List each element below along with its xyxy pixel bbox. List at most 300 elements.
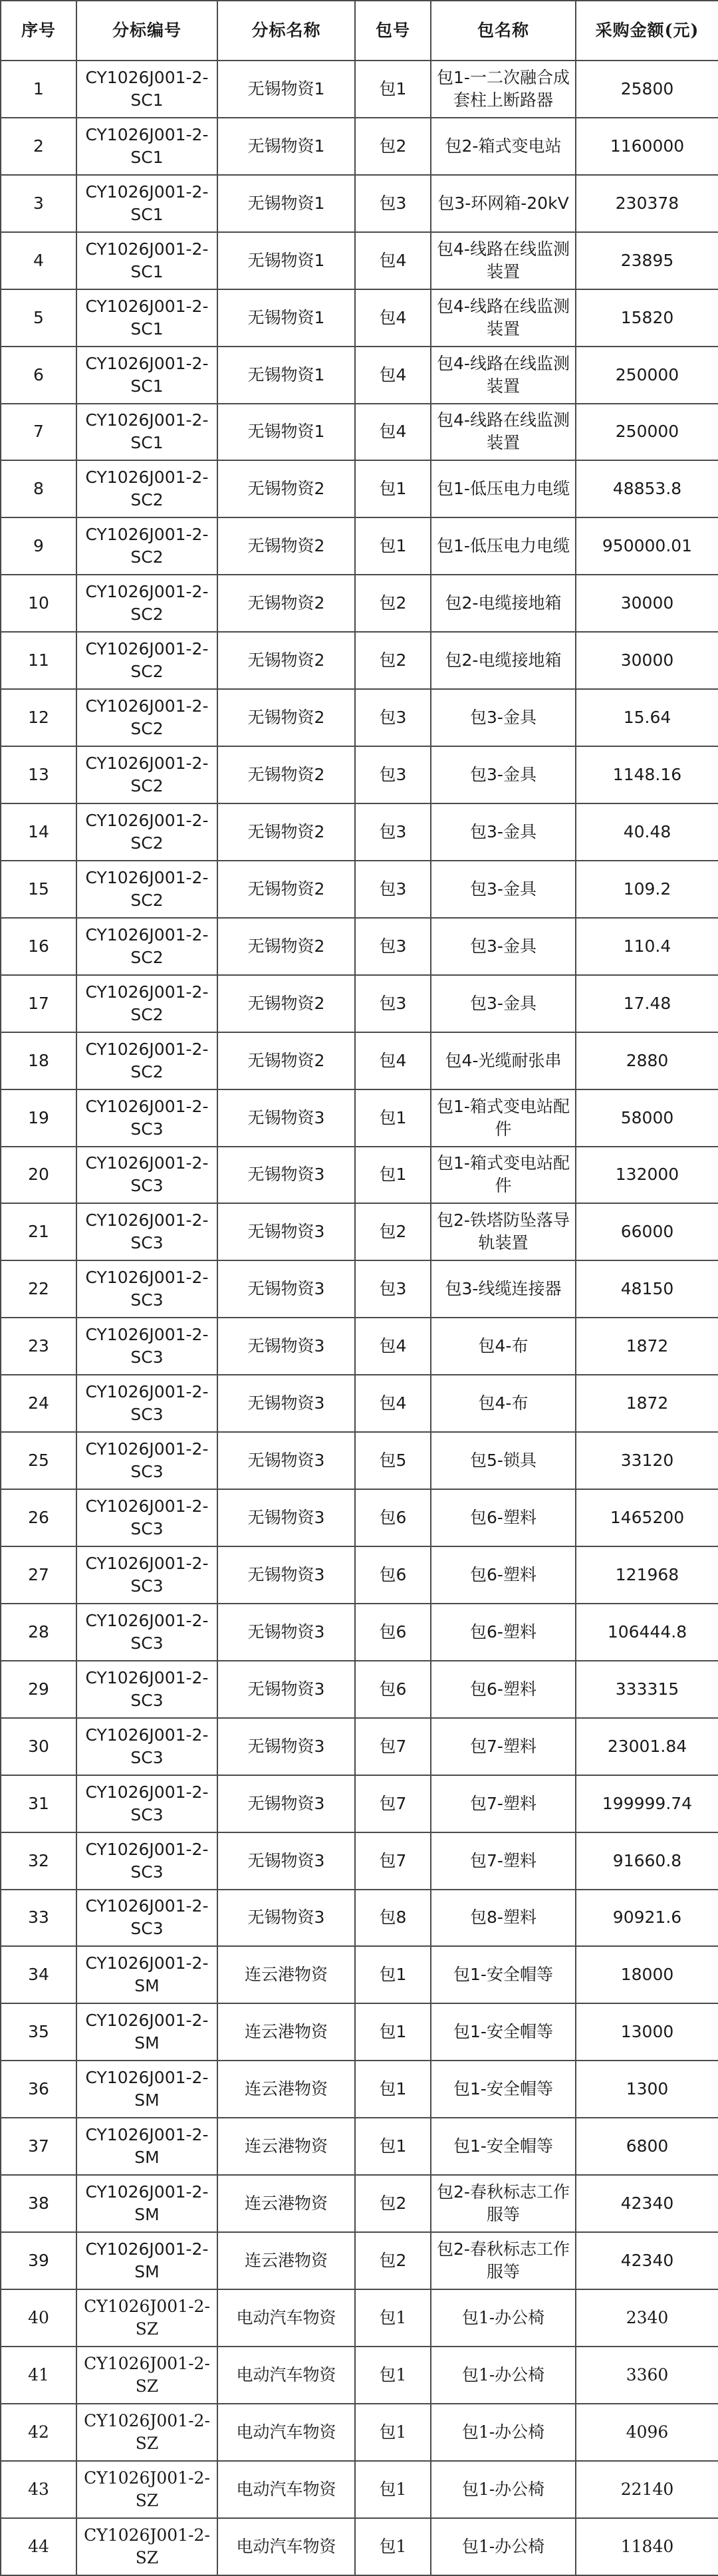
seq-cell: 19 [1, 1089, 76, 1147]
table-row [1, 861, 718, 918]
amount-cell: 25800 [576, 61, 718, 118]
lot-code-cell: CY1026J001-2-SC2 [76, 460, 217, 517]
lot-code-cell: CY1026J001-2-SC2 [76, 632, 217, 689]
table-row [1, 118, 718, 175]
package-name-cell: 包2-春秋标志工作服等 [431, 2175, 576, 2232]
package-name-cell: 包4-光缆耐张串 [431, 1032, 576, 1089]
package-no-cell: 包1 [355, 1147, 431, 1204]
lot-name-cell: 无锡物资2 [217, 918, 355, 975]
package-name-cell: 包1-办公椅 [431, 2518, 576, 2575]
lot-code-cell: CY1026J001-2-SC2 [76, 575, 217, 632]
seq-cell: 24 [1, 1375, 76, 1432]
package-no-cell: 包3 [355, 746, 431, 803]
lot-name-cell: 无锡物资1 [217, 118, 355, 175]
lot-code-cell: CY1026J001-2-SC2 [76, 975, 217, 1032]
package-no-cell: 包1 [355, 517, 431, 575]
package-name-cell: 包3-金具 [431, 746, 576, 803]
table-row [1, 517, 718, 575]
package-no-cell: 包4 [355, 289, 431, 347]
table-row [1, 347, 718, 404]
seq-cell: 3 [1, 175, 76, 232]
header-package-no: 包号 [355, 1, 431, 61]
table-row [1, 1832, 718, 1890]
table-row [1, 2404, 718, 2461]
lot-name-cell: 无锡物资1 [217, 175, 355, 232]
lot-code-cell: CY1026J001-2-SC3 [76, 1089, 217, 1147]
package-name-cell: 包3-金具 [431, 689, 576, 746]
lot-code-cell: CY1026J001-2-SC2 [76, 689, 217, 746]
lot-code-cell: CY1026J001-2-SC1 [76, 347, 217, 404]
seq-cell: 4 [1, 232, 76, 289]
lot-code-cell: CY1026J001-2-SC2 [76, 861, 217, 918]
table-row [1, 1489, 718, 1546]
seq-cell: 11 [1, 632, 76, 689]
seq-cell: 18 [1, 1032, 76, 1089]
package-no-cell: 包1 [355, 2061, 431, 2118]
lot-code-cell: CY1026J001-2-SC2 [76, 803, 217, 861]
seq-cell: 9 [1, 517, 76, 575]
lot-code-cell: CY1026J001-2-SC1 [76, 118, 217, 175]
lot-name-cell: 无锡物资3 [217, 1890, 355, 1947]
header-lot-name: 分标名称 [217, 1, 355, 61]
package-no-cell: 包1 [355, 2518, 431, 2575]
seq-cell: 25 [1, 1432, 76, 1489]
lot-code-cell: CY1026J001-2-SC3 [76, 1260, 217, 1318]
amount-cell: 42340 [576, 2175, 718, 2232]
amount-cell: 15.64 [576, 689, 718, 746]
lot-name-cell: 无锡物资2 [217, 460, 355, 517]
package-name-cell: 包2-铁塔防坠落导轨装置 [431, 1203, 576, 1260]
package-name-cell: 包1-低压电力电缆 [431, 460, 576, 517]
table-row [1, 1375, 718, 1432]
lot-name-cell: 无锡物资2 [217, 575, 355, 632]
amount-cell: 4096 [576, 2404, 718, 2461]
package-name-cell: 包1-一二次融合成套柱上断路器 [431, 61, 576, 118]
lot-name-cell: 无锡物资3 [217, 1089, 355, 1147]
lot-name-cell: 连云港物资 [217, 2061, 355, 2118]
lot-code-cell: CY1026J001-2-SC1 [76, 232, 217, 289]
lot-name-cell: 电动汽车物资 [217, 2289, 355, 2347]
amount-cell: 1872 [576, 1318, 718, 1375]
amount-cell: 13000 [576, 2003, 718, 2061]
seq-cell: 12 [1, 689, 76, 746]
table-row [1, 1147, 718, 1204]
lot-code-cell: CY1026J001-2-SC3 [76, 1432, 217, 1489]
package-name-cell: 包4-线路在线监测装置 [431, 404, 576, 461]
package-name-cell: 包4-布 [431, 1318, 576, 1375]
package-name-cell: 包7-塑料 [431, 1718, 576, 1775]
seq-cell: 16 [1, 918, 76, 975]
lot-name-cell: 无锡物资3 [217, 1318, 355, 1375]
table-row [1, 1775, 718, 1832]
lot-code-cell: CY1026J001-2-SC2 [76, 746, 217, 803]
package-name-cell: 包1-箱式变电站配件 [431, 1147, 576, 1204]
amount-cell: 1300 [576, 2061, 718, 2118]
lot-name-cell: 无锡物资3 [217, 1661, 355, 1718]
amount-cell: 1160000 [576, 118, 718, 175]
amount-cell: 30000 [576, 575, 718, 632]
lot-code-cell: CY1026J001-2-SC3 [76, 1203, 217, 1260]
lot-code-cell: CY1026J001-2-SZ [76, 2404, 217, 2461]
package-name-cell: 包6-塑料 [431, 1489, 576, 1546]
table-row [1, 289, 718, 347]
amount-cell: 950000.01 [576, 517, 718, 575]
lot-code-cell: CY1026J001-2-SM [76, 2003, 217, 2061]
amount-cell: 106444.8 [576, 1604, 718, 1661]
seq-cell: 21 [1, 1203, 76, 1260]
seq-cell: 42 [1, 2404, 76, 2461]
seq-cell: 15 [1, 861, 76, 918]
lot-code-cell: CY1026J001-2-SC3 [76, 1375, 217, 1432]
lot-name-cell: 电动汽车物资 [217, 2518, 355, 2575]
header-package-name: 包名称 [431, 1, 576, 61]
package-no-cell: 包3 [355, 1260, 431, 1318]
table-row [1, 61, 718, 118]
package-name-cell: 包2-电缆接地箱 [431, 575, 576, 632]
package-no-cell: 包1 [355, 2461, 431, 2518]
package-no-cell: 包6 [355, 1489, 431, 1546]
lot-name-cell: 无锡物资3 [217, 1832, 355, 1890]
lot-code-cell: CY1026J001-2-SC3 [76, 1489, 217, 1546]
seq-cell: 26 [1, 1489, 76, 1546]
lot-name-cell: 电动汽车物资 [217, 2461, 355, 2518]
package-no-cell: 包4 [355, 347, 431, 404]
package-no-cell: 包1 [355, 2347, 431, 2404]
package-no-cell: 包3 [355, 803, 431, 861]
lot-code-cell: CY1026J001-2-SC3 [76, 1661, 217, 1718]
table-row [1, 232, 718, 289]
package-name-cell: 包4-线路在线监测装置 [431, 347, 576, 404]
amount-cell: 6800 [576, 2118, 718, 2175]
package-name-cell: 包8-塑料 [431, 1890, 576, 1947]
lot-name-cell: 无锡物资1 [217, 61, 355, 118]
table-row [1, 1203, 718, 1260]
lot-code-cell: CY1026J001-2-SC1 [76, 404, 217, 461]
lot-name-cell: 无锡物资3 [217, 1604, 355, 1661]
amount-cell: 110.4 [576, 918, 718, 975]
seq-cell: 28 [1, 1604, 76, 1661]
lot-code-cell: CY1026J001-2-SC3 [76, 1318, 217, 1375]
seq-cell: 30 [1, 1718, 76, 1775]
lot-name-cell: 无锡物资3 [217, 1546, 355, 1604]
package-no-cell: 包2 [355, 575, 431, 632]
table-row [1, 1089, 718, 1147]
table-row [1, 1890, 718, 1947]
seq-cell: 10 [1, 575, 76, 632]
table-row [1, 2461, 718, 2518]
package-no-cell: 包7 [355, 1718, 431, 1775]
table-row [1, 2518, 718, 2575]
lot-code-cell: CY1026J001-2-SZ [76, 2461, 217, 2518]
package-name-cell: 包1-安全帽等 [431, 1946, 576, 2003]
lot-name-cell: 无锡物资3 [217, 1432, 355, 1489]
package-no-cell: 包1 [355, 2118, 431, 2175]
header-seq: 序号 [1, 1, 76, 61]
seq-cell: 7 [1, 404, 76, 461]
package-no-cell: 包1 [355, 2404, 431, 2461]
package-name-cell: 包3-金具 [431, 803, 576, 861]
package-no-cell: 包4 [355, 1318, 431, 1375]
table-row [1, 175, 718, 232]
seq-cell: 22 [1, 1260, 76, 1318]
package-name-cell: 包6-塑料 [431, 1546, 576, 1604]
lot-name-cell: 无锡物资2 [217, 1032, 355, 1089]
amount-cell: 15820 [576, 289, 718, 347]
lot-name-cell: 无锡物资3 [217, 1203, 355, 1260]
lot-code-cell: CY1026J001-2-SZ [76, 2347, 217, 2404]
seq-cell: 44 [1, 2518, 76, 2575]
amount-cell: 333315 [576, 1661, 718, 1718]
package-no-cell: 包1 [355, 2289, 431, 2347]
lot-code-cell: CY1026J001-2-SC3 [76, 1718, 217, 1775]
package-no-cell: 包2 [355, 2232, 431, 2289]
seq-cell: 36 [1, 2061, 76, 2118]
lot-code-cell: CY1026J001-2-SM [76, 1946, 217, 2003]
package-no-cell: 包7 [355, 1832, 431, 1890]
table-row [1, 1718, 718, 1775]
package-name-cell: 包5-锁具 [431, 1432, 576, 1489]
lot-code-cell: CY1026J001-2-SC3 [76, 1604, 217, 1661]
package-no-cell: 包2 [355, 632, 431, 689]
table-row [1, 1260, 718, 1318]
package-no-cell: 包4 [355, 1375, 431, 1432]
table-row [1, 575, 718, 632]
package-no-cell: 包6 [355, 1661, 431, 1718]
lot-name-cell: 电动汽车物资 [217, 2347, 355, 2404]
table-row [1, 803, 718, 861]
table-row [1, 1546, 718, 1604]
seq-cell: 17 [1, 975, 76, 1032]
package-name-cell: 包1-安全帽等 [431, 2003, 576, 2061]
package-no-cell: 包3 [355, 689, 431, 746]
table-row [1, 746, 718, 803]
lot-code-cell: CY1026J001-2-SC1 [76, 175, 217, 232]
package-no-cell: 包6 [355, 1604, 431, 1661]
amount-cell: 42340 [576, 2232, 718, 2289]
amount-cell: 90921.6 [576, 1890, 718, 1947]
package-name-cell: 包1-办公椅 [431, 2404, 576, 2461]
amount-cell: 2340 [576, 2289, 718, 2347]
table-row [1, 1661, 718, 1718]
package-name-cell: 包1-办公椅 [431, 2461, 576, 2518]
package-name-cell: 包3-环网箱-20kV [431, 175, 576, 232]
amount-cell: 48150 [576, 1260, 718, 1318]
amount-cell: 40.48 [576, 803, 718, 861]
lot-code-cell: CY1026J001-2-SC2 [76, 517, 217, 575]
lot-name-cell: 电动汽车物资 [217, 2404, 355, 2461]
lot-code-cell: CY1026J001-2-SZ [76, 2289, 217, 2347]
seq-cell: 41 [1, 2347, 76, 2404]
package-name-cell: 包2-电缆接地箱 [431, 632, 576, 689]
lot-code-cell: CY1026J001-2-SC1 [76, 61, 217, 118]
package-no-cell: 包3 [355, 861, 431, 918]
seq-cell: 37 [1, 2118, 76, 2175]
lot-code-cell: CY1026J001-2-SC2 [76, 918, 217, 975]
package-no-cell: 包1 [355, 1089, 431, 1147]
package-name-cell: 包1-箱式变电站配件 [431, 1089, 576, 1147]
amount-cell: 1872 [576, 1375, 718, 1432]
seq-cell: 38 [1, 2175, 76, 2232]
seq-cell: 34 [1, 1946, 76, 2003]
package-name-cell: 包7-塑料 [431, 1832, 576, 1890]
lot-code-cell: CY1026J001-2-SC3 [76, 1890, 217, 1947]
header-lot-code: 分标编号 [76, 1, 217, 61]
lot-name-cell: 无锡物资1 [217, 232, 355, 289]
amount-cell: 30000 [576, 632, 718, 689]
package-name-cell: 包7-塑料 [431, 1775, 576, 1832]
package-no-cell: 包1 [355, 460, 431, 517]
table-row [1, 689, 718, 746]
table-row [1, 1032, 718, 1089]
package-name-cell: 包2-春秋标志工作服等 [431, 2232, 576, 2289]
seq-cell: 33 [1, 1890, 76, 1947]
amount-cell: 22140 [576, 2461, 718, 2518]
package-no-cell: 包1 [355, 61, 431, 118]
seq-cell: 1 [1, 61, 76, 118]
lot-code-cell: CY1026J001-2-SZ [76, 2518, 217, 2575]
lot-code-cell: CY1026J001-2-SC3 [76, 1546, 217, 1604]
table-row [1, 918, 718, 975]
amount-cell: 23895 [576, 232, 718, 289]
table-row [1, 2003, 718, 2061]
package-name-cell: 包3-金具 [431, 861, 576, 918]
table-row [1, 1604, 718, 1661]
table-row [1, 1432, 718, 1489]
table-row [1, 1318, 718, 1375]
package-no-cell: 包1 [355, 1946, 431, 2003]
package-name-cell: 包3-线缆连接器 [431, 1260, 576, 1318]
lot-code-cell: CY1026J001-2-SC1 [76, 289, 217, 347]
package-no-cell: 包2 [355, 118, 431, 175]
package-no-cell: 包4 [355, 1032, 431, 1089]
lot-name-cell: 无锡物资2 [217, 861, 355, 918]
seq-cell: 29 [1, 1661, 76, 1718]
package-name-cell: 包6-塑料 [431, 1604, 576, 1661]
amount-cell: 199999.74 [576, 1775, 718, 1832]
package-no-cell: 包2 [355, 2175, 431, 2232]
lot-code-cell: CY1026J001-2-SM [76, 2232, 217, 2289]
package-no-cell: 包4 [355, 232, 431, 289]
seq-cell: 35 [1, 2003, 76, 2061]
lot-name-cell: 无锡物资2 [217, 803, 355, 861]
header-amount: 采购金额(元) [576, 1, 718, 61]
lot-code-cell: CY1026J001-2-SC3 [76, 1775, 217, 1832]
lot-name-cell: 无锡物资2 [217, 517, 355, 575]
package-no-cell: 包4 [355, 404, 431, 461]
amount-cell: 23001.84 [576, 1718, 718, 1775]
lot-name-cell: 连云港物资 [217, 2118, 355, 2175]
package-name-cell: 包1-低压电力电缆 [431, 517, 576, 575]
package-no-cell: 包7 [355, 1775, 431, 1832]
seq-cell: 20 [1, 1147, 76, 1204]
package-name-cell: 包4-线路在线监测装置 [431, 232, 576, 289]
package-name-cell: 包3-金具 [431, 975, 576, 1032]
seq-cell: 32 [1, 1832, 76, 1890]
amount-cell: 250000 [576, 347, 718, 404]
seq-cell: 43 [1, 2461, 76, 2518]
package-no-cell: 包2 [355, 1203, 431, 1260]
table-row [1, 460, 718, 517]
amount-cell: 230378 [576, 175, 718, 232]
lot-name-cell: 无锡物资1 [217, 404, 355, 461]
package-no-cell: 包5 [355, 1432, 431, 1489]
seq-cell: 31 [1, 1775, 76, 1832]
package-no-cell: 包3 [355, 918, 431, 975]
amount-cell: 66000 [576, 1203, 718, 1260]
seq-cell: 40 [1, 2289, 76, 2347]
lot-code-cell: CY1026J001-2-SC3 [76, 1147, 217, 1204]
package-name-cell: 包6-塑料 [431, 1661, 576, 1718]
package-no-cell: 包1 [355, 2003, 431, 2061]
lot-name-cell: 连云港物资 [217, 2232, 355, 2289]
package-no-cell: 包8 [355, 1890, 431, 1947]
lot-code-cell: CY1026J001-2-SM [76, 2061, 217, 2118]
amount-cell: 2880 [576, 1032, 718, 1089]
amount-cell: 11840 [576, 2518, 718, 2575]
seq-cell: 13 [1, 746, 76, 803]
amount-cell: 58000 [576, 1089, 718, 1147]
seq-cell: 8 [1, 460, 76, 517]
lot-code-cell: CY1026J001-2-SM [76, 2118, 217, 2175]
package-name-cell: 包1-安全帽等 [431, 2061, 576, 2118]
lot-name-cell: 无锡物资1 [217, 289, 355, 347]
lot-name-cell: 无锡物资2 [217, 975, 355, 1032]
amount-cell: 91660.8 [576, 1832, 718, 1890]
table-row [1, 2175, 718, 2232]
amount-cell: 121968 [576, 1546, 718, 1604]
amount-cell: 1148.16 [576, 746, 718, 803]
amount-cell: 33120 [576, 1432, 718, 1489]
package-no-cell: 包6 [355, 1546, 431, 1604]
seq-cell: 39 [1, 2232, 76, 2289]
table-row [1, 1946, 718, 2003]
lot-code-cell: CY1026J001-2-SM [76, 2175, 217, 2232]
lot-name-cell: 无锡物资3 [217, 1260, 355, 1318]
lot-code-cell: CY1026J001-2-SC3 [76, 1832, 217, 1890]
lot-name-cell: 连云港物资 [217, 2003, 355, 2061]
table-row [1, 2289, 718, 2347]
amount-cell: 250000 [576, 404, 718, 461]
table-row [1, 632, 718, 689]
lot-name-cell: 无锡物资2 [217, 632, 355, 689]
lot-code-cell: CY1026J001-2-SC2 [76, 1032, 217, 1089]
lot-name-cell: 无锡物资3 [217, 1375, 355, 1432]
seq-cell: 5 [1, 289, 76, 347]
lot-name-cell: 无锡物资2 [217, 746, 355, 803]
seq-cell: 2 [1, 118, 76, 175]
table-row [1, 2232, 718, 2289]
table-body [1, 61, 718, 2575]
seq-cell: 27 [1, 1546, 76, 1604]
package-name-cell: 包4-布 [431, 1375, 576, 1432]
table-row [1, 975, 718, 1032]
amount-cell: 109.2 [576, 861, 718, 918]
package-name-cell: 包2-箱式变电站 [431, 118, 576, 175]
amount-cell: 132000 [576, 1147, 718, 1204]
lot-name-cell: 无锡物资2 [217, 689, 355, 746]
lot-name-cell: 无锡物资3 [217, 1775, 355, 1832]
table-row [1, 2061, 718, 2118]
lot-name-cell: 连云港物资 [217, 1946, 355, 2003]
table-row [1, 2118, 718, 2175]
amount-cell: 18000 [576, 1946, 718, 2003]
package-name-cell: 包1-安全帽等 [431, 2118, 576, 2175]
amount-cell: 17.48 [576, 975, 718, 1032]
package-name-cell: 包3-金具 [431, 918, 576, 975]
lot-name-cell: 无锡物资3 [217, 1718, 355, 1775]
table-row [1, 404, 718, 461]
seq-cell: 6 [1, 347, 76, 404]
